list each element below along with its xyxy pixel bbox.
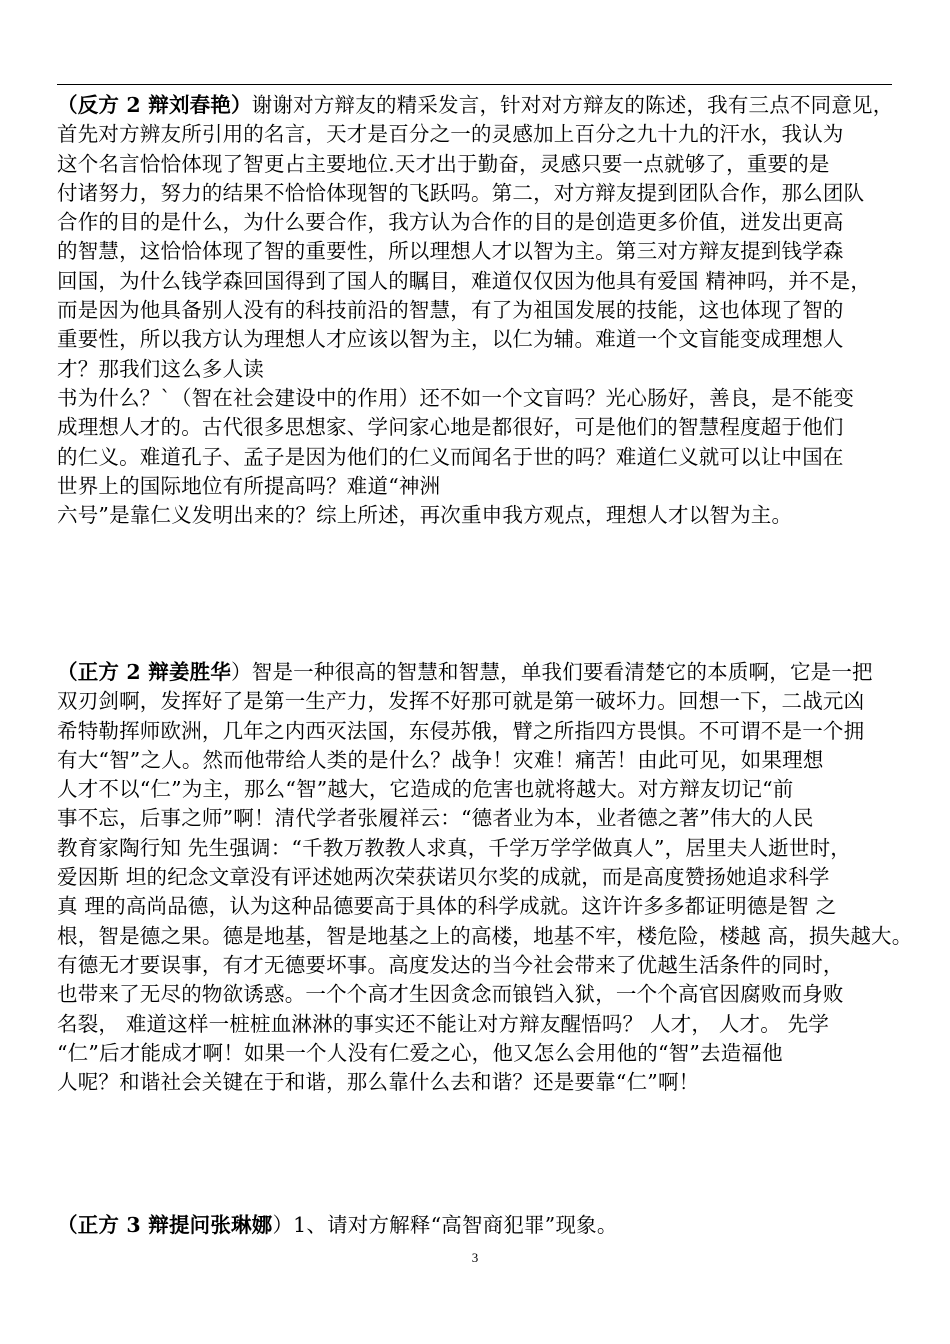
text-line: 人才不以“仁”为主，那么“智”越大，它造成的危害也就将越大。对方辩友切记“前 [57,777,794,802]
page-number: 3 [471,1250,479,1265]
text-line: 人呢？和谐社会关键在于和谐，那么靠什么去和谐？还是要靠“仁”啊！ [57,1070,700,1095]
text-line: 世界上的国际地位有所提高吗？难道“神洲 [57,473,441,498]
top-rule [57,84,892,85]
text-line: 才？那我们这么多人读 [57,356,264,381]
text-line: 根，智是德之果。德是地基，智是地基之上的高楼，地基不牢，楼危险，楼越 高，损失越大。 [57,923,913,948]
text-line [57,91,897,120]
text-line [57,658,897,687]
text-line: 书为什么？`（智在社会建设中的作用）还不如一个文盲吗？光心肠好，善良，是不能变 [57,385,855,410]
text-line: 首先对方辨友所引用的名言，天才是百分之一的灵感加上百分之九十九的汗水，我认为 [57,122,844,147]
text-line: 回国，为什么钱学森回国得到了国人的瞩目，难道仅仅因为他具有爱国 精神吗，并不是， [57,268,872,293]
text-line: 真 理的高尚品德，认为这种品德要高于具体的科学成就。这许许多多都证明德是智 之 [57,894,837,919]
text-line: 这个名言恰恰体现了智更占主要地位.天才出于勤奋，灵感只要一点就够了，重要的是 [57,151,830,176]
text-line: 有大“智”之人。然而他带给人类的是什么？战争！灾难！痛苦！由此可见，如果理想 [57,747,824,772]
text-line: 事不忘，后事之师”啊！清代学者张履祥云：“德者业为本，业者德之著”伟大的人民 [57,806,814,831]
text-line: 双刃剑啊，发挥好了是第一生产力，发挥不好那可就是第一破坏力。回想一下，二战元凶 [57,689,865,714]
speaker-label: （正方 3 辩提问张琳娜 [57,1213,273,1237]
text-line: 有德无才要误事，有才无德要坏事。高度发达的当今社会带来了优越生活条件的同时， [57,952,844,977]
text-line-content: 谢谢对方辩友的精采发言，针对对方辩友的陈述，我有三点不同意见， [251,93,894,117]
text-line: “仁”后才能成才啊！如果一个人没有仁爱之心，他又怎么会用他的“智”去造福他 [57,1040,783,1065]
text-line: 付诸努力，努力的结果不恰恰体现智的飞跃吗。第二，对方辩友提到团队合作，那么团队 [57,180,865,205]
text-line: 成理想人才的。古代很多思想家、学问家心地是都很好，可是他们的智慧程度超于他们 [57,415,844,440]
text-line-content: ）1、请对方解释“高智商犯罪”现象。 [272,1213,618,1237]
speaker-label: （正方 2 辩姜胜华 [57,660,232,684]
speaker-label: （反方 2 辩刘春艳） [57,93,252,117]
text-line: 爱因斯 坦的纪念文章没有评述她两次荣获诺贝尔奖的成就，而是高度赞扬她追求科学 [57,865,830,890]
text-line: 六号”是靠仁义发明出来的？综上所述，再次重申我方观点，理想人才以智为主。 [57,503,793,528]
text-line: 教育家陶行知 先生强调：“千教万教教人求真，千学万学学做真人”，居里夫人逝世时， [57,835,851,860]
text-line: 而是因为他具备别人没有的科技前沿的智慧，有了为祖国发展的技能，这也体现了智的 [57,298,844,323]
paragraph-con-2-liu-chunyan [57,91,897,530]
text-line: 的仁义。难道孔子、孟子是因为他们的仁义而闻名于世的吗？难道仁义就可以让中国在 [57,444,844,469]
text-line: 的智慧，这恰恰体现了智的重要性，所以理想人才以智为主。第三对方辩友提到钱学森 [57,239,844,264]
text-line: 名裂， 难道这样一桩桩血淋淋的事实还不能让对方辩友醒悟吗？ 人才， 人才。 先学 [57,1011,830,1036]
paragraph-pro-3-zhang-linna [57,1211,897,1240]
paragraph-pro-2-jiang-shenghua [57,658,913,1097]
text-line-content: ）智是一种很高的智慧和智慧，单我们要看清楚它的本质啊，它是一把 [231,660,873,684]
text-line: 希特勒挥师欧洲，几年之内西灭法国，东侵苏俄，臂之所指四方畏惧。不可谓不是一个拥 [57,718,865,743]
text-line: 合作的目的是什么，为什么要合作，我方认为合作的目的是创造更多价值，迸发出更高 [57,210,844,235]
text-line [57,1211,897,1240]
text-line: 重要性，所以我方认为理想人才应该以智为主，以仁为辅。难道一个文盲能变成理想人 [57,327,844,352]
text-line: 也带来了无尽的物欲诱惑。一个个高才生因贪念而锒铛入狱，一个个高官因腐败而身败 [57,982,844,1007]
